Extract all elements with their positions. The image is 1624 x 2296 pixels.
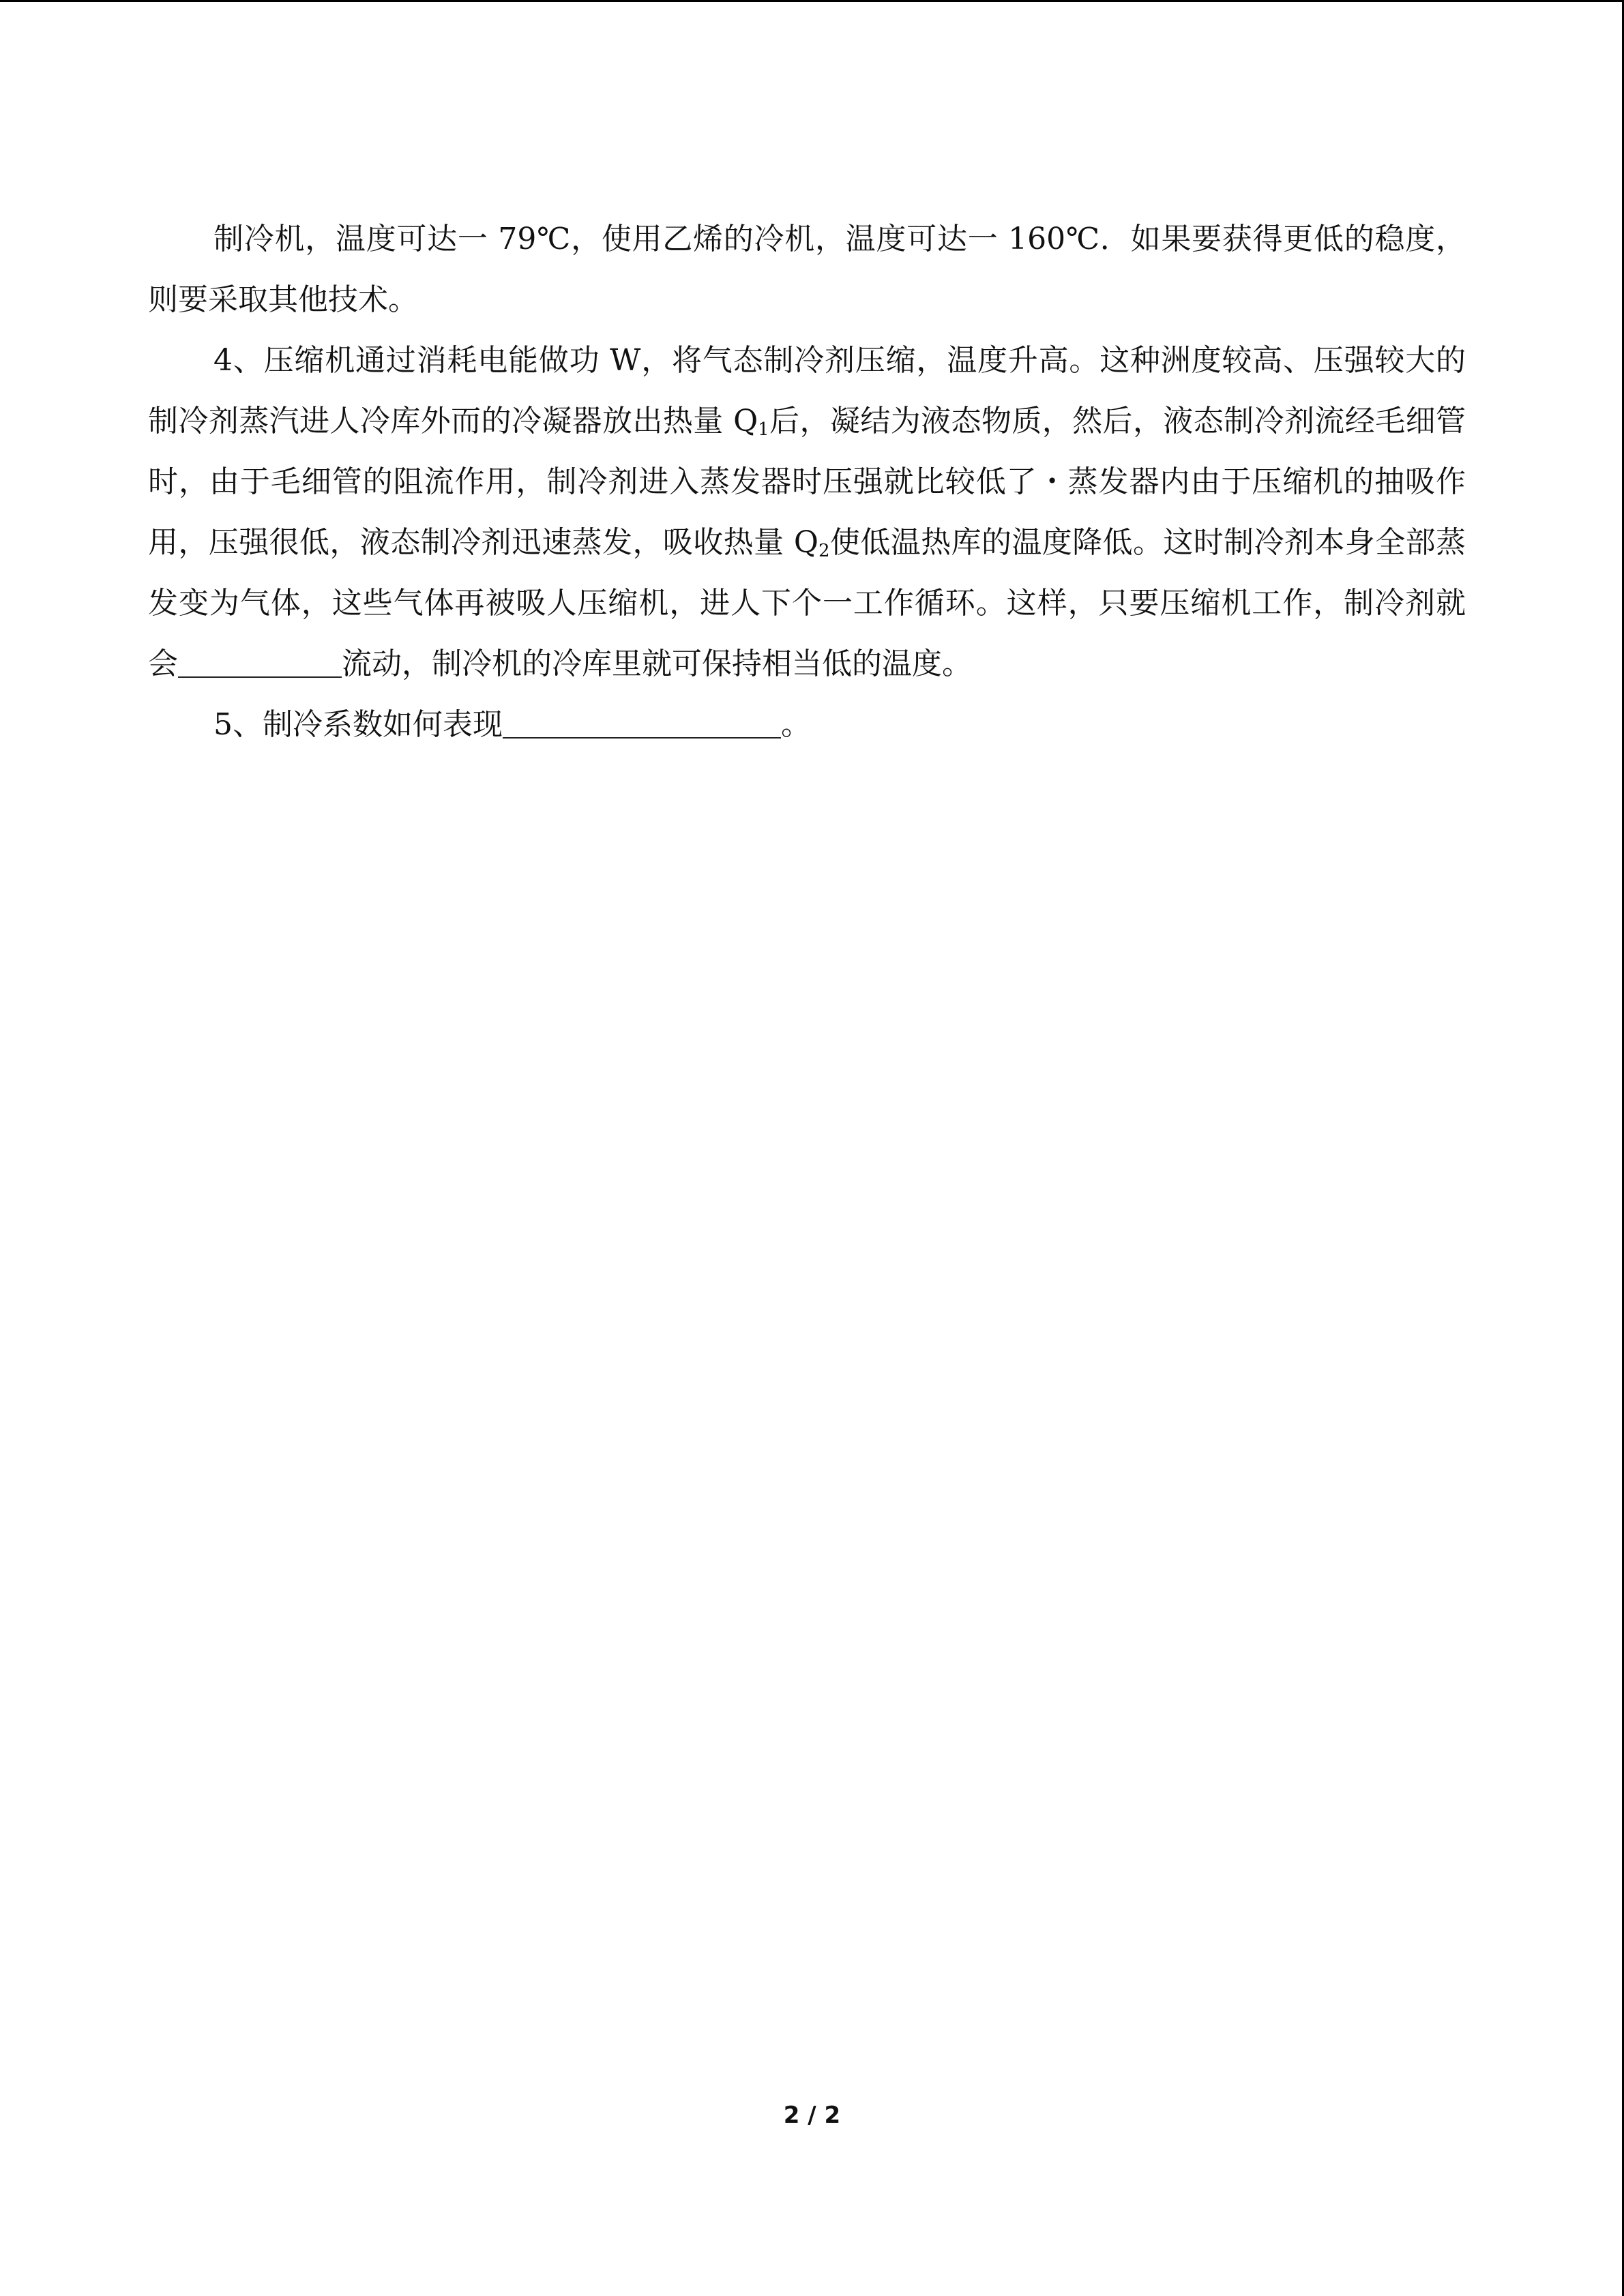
paragraph-text: 制冷机，温度可达一 79℃，使用乙烯的冷机，温度可达一 160℃．如果要获得更低的稳度，则要采取其他技术。	[148, 222, 1466, 317]
paragraph-refrigerator-temperatures	[148, 209, 1466, 330]
paragraph-compressor-cycle	[148, 330, 1466, 694]
paragraph-text-part: 5、制冷系数如何表现	[213, 707, 503, 742]
subscript: 1	[758, 419, 769, 440]
page-number: 2 / 2	[783, 2102, 841, 2129]
document-body	[148, 209, 1466, 755]
paragraph-text-part: 后，凝结为液态物质，然后，液态制冷剂流经毛细管时，由于毛细管的阻流作用，制冷剂进入蒸发器时压强就比较低了・蒸发器内由于压缩机的抽吸作用，压强很低，液态制冷剂迅速蒸发，吸收热量 Q	[148, 404, 1466, 560]
fill-in-blank[interactable]	[503, 707, 781, 739]
paragraph-text-part: 使低温热库的温度降低。这时制冷剂本身全部蒸发变为气体，这些气体再被吸人压缩机，进人下个一工作循环。这样，只要压缩机工作，制冷剂就会	[148, 525, 1466, 681]
paragraph-text-part: 4、压缩机通过消耗电能做功 W，将气态制冷剂压缩，温度升高。这种洲度较高、压强较大的制冷剂蒸汽进人冷库外而的冷凝器放出热量 Q	[148, 343, 1466, 438]
paragraph-text-part: 流动，制冷机的冷库里就可保持相当低的温度。	[342, 646, 972, 681]
fill-in-blank[interactable]	[178, 646, 342, 678]
subscript: 2	[818, 541, 830, 561]
paragraph-text-part: 。	[781, 707, 811, 742]
paragraph-question-5	[148, 694, 1466, 755]
page-top-border	[0, 0, 1624, 2]
